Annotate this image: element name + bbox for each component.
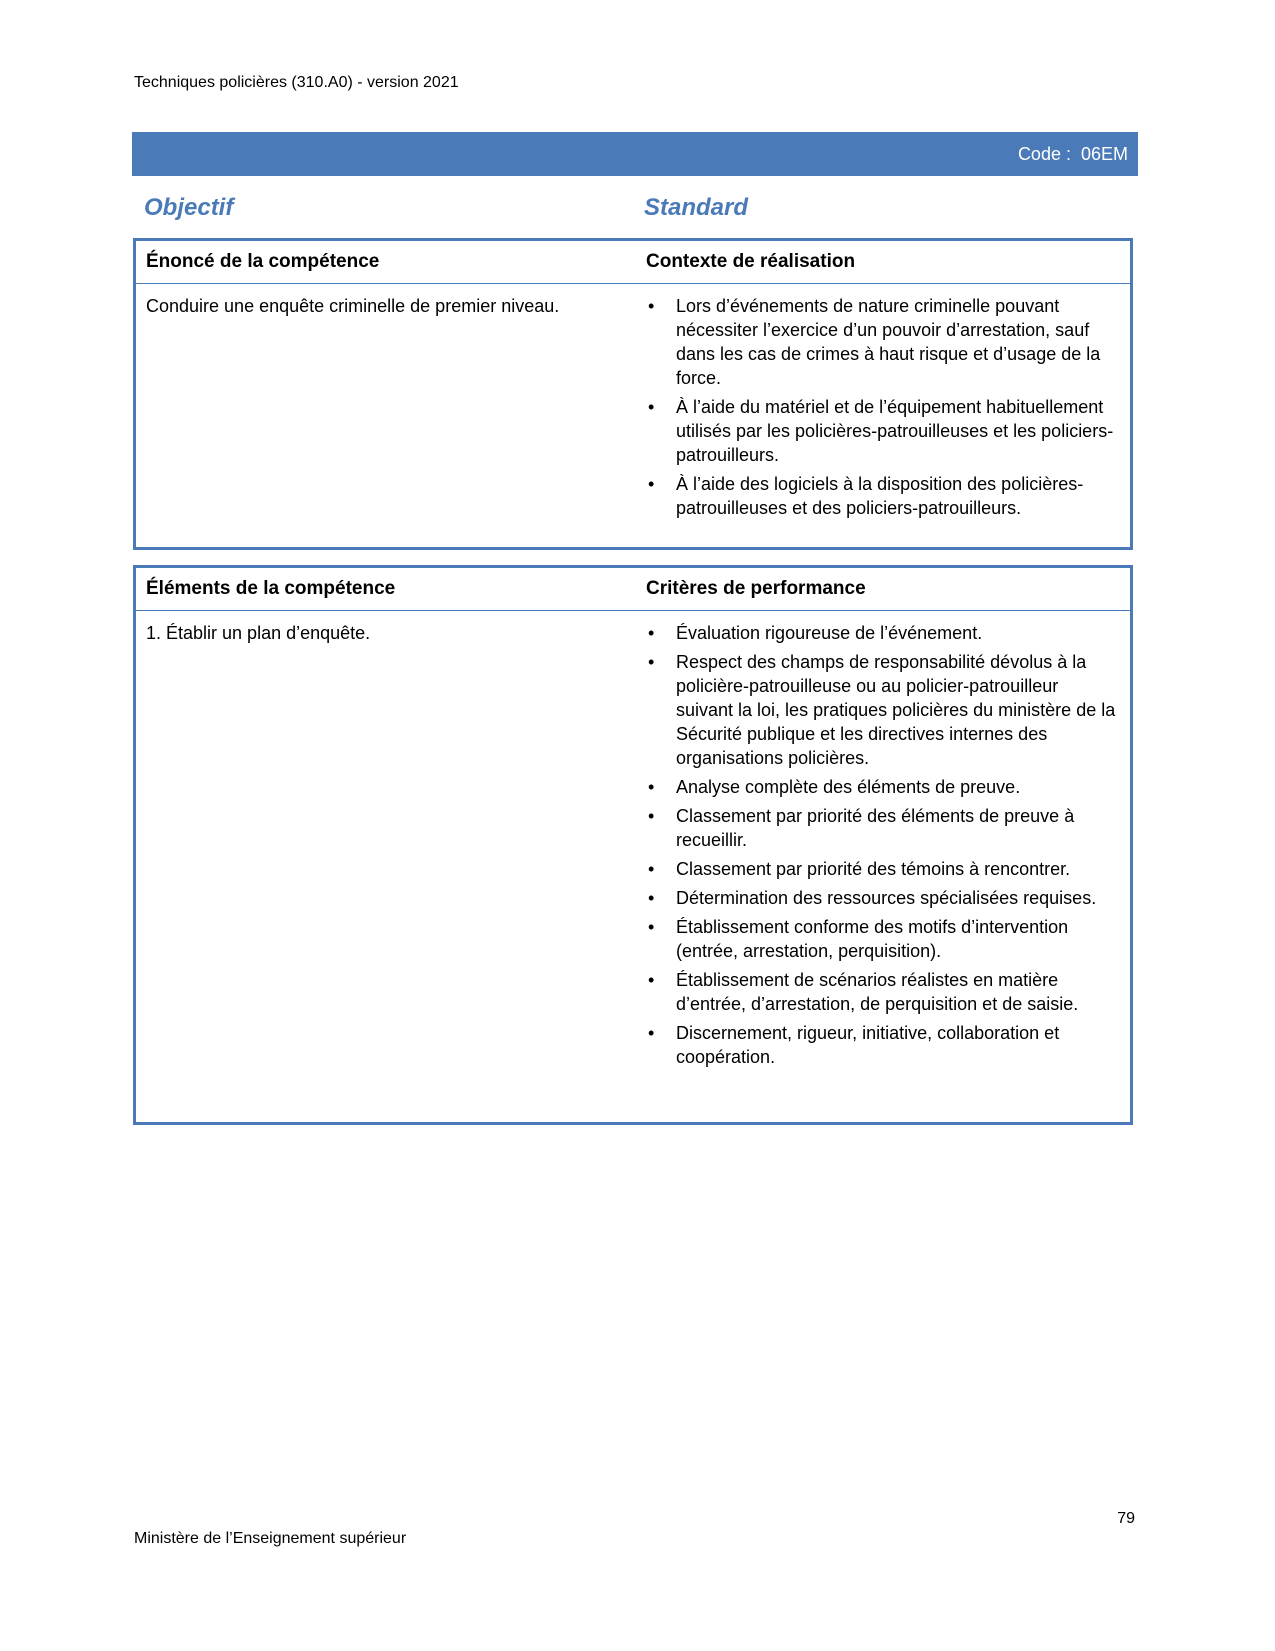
- criteria-heading: Critères de performance: [646, 578, 866, 599]
- bullet-icon: •: [648, 1023, 655, 1043]
- bullet-icon: •: [648, 859, 655, 879]
- competence-table-header: [136, 241, 1130, 284]
- list-item: [646, 294, 1116, 390]
- criteria-item-text: Classement par priorité des éléments de preuve à recueillir.: [676, 806, 1075, 850]
- bullet-icon: •: [648, 806, 655, 826]
- criteria-column: [646, 621, 1116, 1074]
- bullet-icon: •: [648, 917, 655, 937]
- element-item: 1. Établir un plan d’enquête.: [146, 623, 371, 643]
- bullet-icon: •: [648, 970, 655, 990]
- criteria-item-text: Analyse complète des éléments de preuve.: [676, 777, 1021, 797]
- criteria-item-text: Discernement, rigueur, initiative, collaboration et coopération.: [676, 1023, 1060, 1067]
- list-item: [646, 775, 1116, 799]
- criteria-item-text: Respect des champs de responsabilité dévolus à la policière-patrouilleuse ou au policier-patrouilleur suivant la loi, les pratiques policières du ministère de la Sécurité publique et les directives internes des organisations policières.: [676, 652, 1116, 768]
- list-item: [646, 886, 1116, 910]
- page-number: 79: [1117, 1510, 1135, 1527]
- list-item: [646, 804, 1116, 852]
- competence-table: [133, 238, 1133, 550]
- criteria-item-text: Établissement conforme des motifs d’intervention (entrée, arrestation, perquisition).: [676, 917, 1069, 961]
- criteria-item-text: Classement par priorité des témoins à rencontrer.: [676, 859, 1071, 879]
- bullet-icon: •: [648, 652, 655, 672]
- elements-table: [133, 565, 1133, 1125]
- context-column: [646, 294, 1116, 525]
- footer-ministry: Ministère de l’Enseignement supérieur: [134, 1530, 407, 1547]
- competence-statement: Conduire une enquête criminelle de premier niveau.: [146, 296, 560, 316]
- list-item: [646, 621, 1116, 645]
- running-header: Techniques policières (310.A0) - version 2021: [134, 74, 459, 91]
- bullet-icon: •: [648, 397, 655, 417]
- code-bar: [132, 132, 1138, 176]
- list-item: [646, 857, 1116, 881]
- objective-title: Objectif: [144, 194, 234, 221]
- context-list: [646, 294, 1116, 520]
- elements-table-header: [136, 568, 1130, 611]
- bullet-icon: •: [648, 296, 655, 316]
- standard-title: Standard: [644, 194, 749, 221]
- competence-statement-heading: Énoncé de la compétence: [146, 251, 380, 272]
- elements-heading: Éléments de la compétence: [146, 578, 396, 599]
- criteria-list: [646, 621, 1116, 1069]
- competency-code: Code : 06EM: [1017, 144, 1128, 164]
- list-item: [646, 915, 1116, 963]
- list-item: [646, 968, 1116, 1016]
- criteria-item-text: Évaluation rigoureuse de l’événement.: [676, 623, 983, 643]
- list-item: [646, 1021, 1116, 1069]
- context-item-text: Lors d’événements de nature criminelle pouvant nécessiter l’exercice d’un pouvoir d’arrestation, sauf dans les cas de crimes à haut risque et d’usage de la force.: [676, 296, 1101, 388]
- criteria-item-text: Détermination des ressources spécialisées requises.: [676, 888, 1097, 908]
- bullet-icon: •: [648, 623, 655, 643]
- list-item: [646, 650, 1116, 770]
- bullet-icon: •: [648, 777, 655, 797]
- elements-table-body: [136, 611, 1130, 1121]
- context-heading: Contexte de réalisation: [646, 251, 856, 272]
- competence-table-body: [136, 284, 1130, 546]
- list-item: [646, 472, 1116, 520]
- context-item-text: À l’aide du matériel et de l’équipement habituellement utilisés par les policières-patrouilleuses et les policiers-patrouilleurs.: [676, 397, 1114, 465]
- context-item-text: À l’aide des logiciels à la disposition des policières-patrouilleuses et des policiers-patrouilleurs.: [676, 474, 1084, 518]
- bullet-icon: •: [648, 474, 655, 494]
- section-titles: [144, 194, 1124, 224]
- list-item: [646, 395, 1116, 467]
- criteria-item-text: Établissement de scénarios réalistes en matière d’entrée, d’arrestation, de perquisition et de saisie.: [676, 970, 1079, 1014]
- bullet-icon: •: [648, 888, 655, 908]
